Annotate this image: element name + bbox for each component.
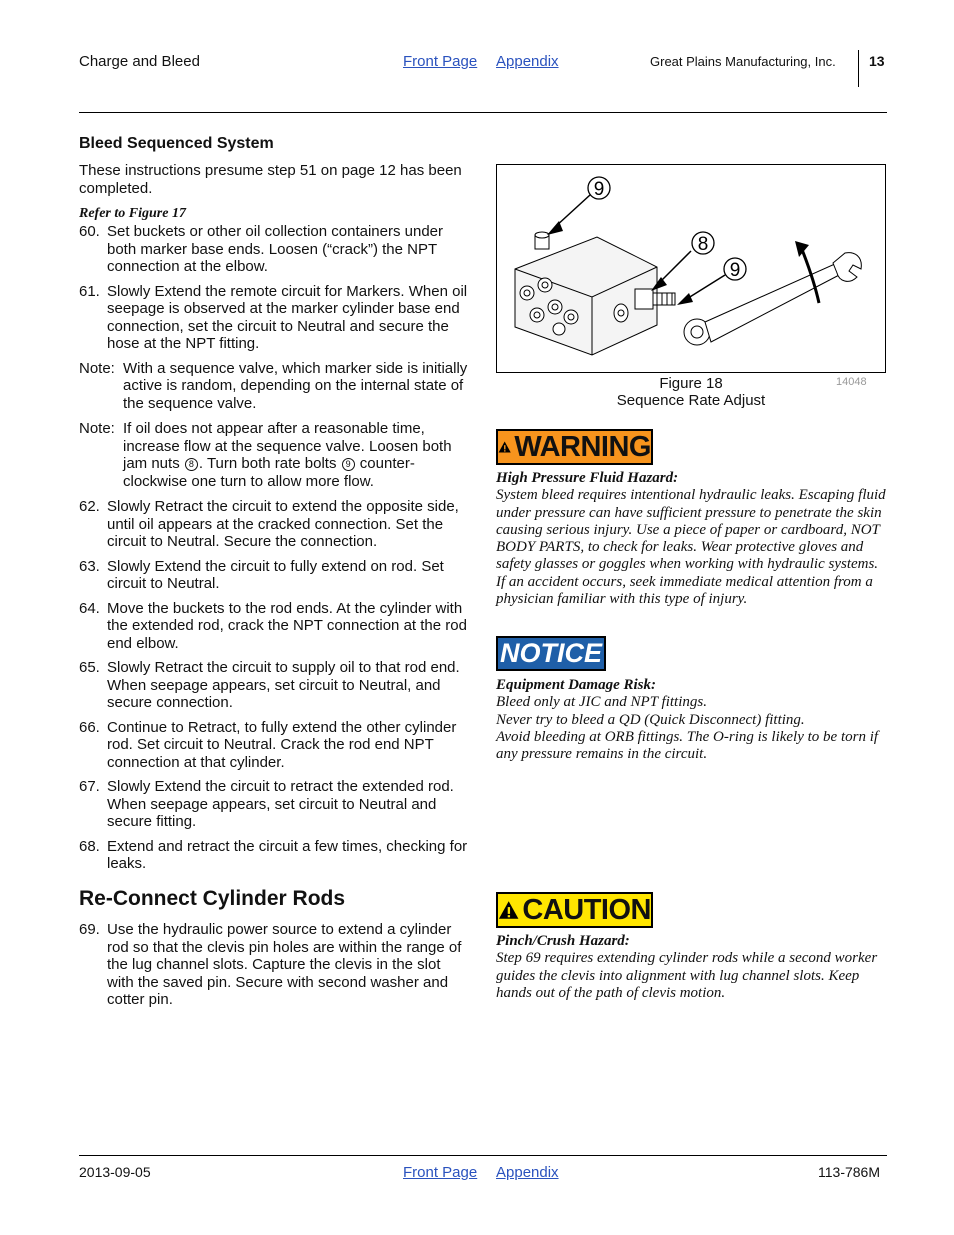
footer-date: 2013-09-05	[79, 1164, 151, 1180]
step-item: 67. Slowly Extend the circuit to retract the extended rod. When seepage appears, set circuit to Neutral and secure fitting.	[79, 778, 454, 830]
callout-ref-8: 8	[185, 458, 198, 471]
notice-line: Never try to bleed a QD (Quick Disconnect) fitting.	[496, 711, 805, 728]
warning-title: High Pressure Fluid Hazard:	[496, 470, 679, 486]
figure-frame	[496, 164, 886, 373]
header-front-page-link[interactable]: Front Page	[403, 53, 478, 70]
steps-list-a	[79, 223, 469, 880]
intro-text: These instructions presume step 51 on page 12 has been completed.	[79, 162, 462, 197]
notice-title: Equipment Damage Risk:	[496, 677, 657, 693]
callout-9-bottom: 9	[729, 260, 741, 281]
header-section-title: Charge and Bleed	[79, 53, 200, 70]
warning-body: System bleed requires intentional hydraulic leaks. Escaping fluid under pressure can have sufficient pressure to penetrate the skin causing serious injury. Use a piece of paper or cardboard, NOT BODY PARTS, to check for leaks. Wear protective gloves and safety glasses or goggles when working with hydraulic systems. If an accident occurs, seek immediate medical attention from a physician familiar with this type of injury.	[496, 487, 886, 608]
sequence-valve-illustration	[497, 165, 885, 372]
warning-message	[496, 470, 886, 608]
notice-line: Avoid bleeding at ORB fittings. The O-ring is likely to be torn if any pressure remains in the circuit.	[496, 728, 879, 763]
caution-triangle-icon	[498, 899, 519, 921]
step-item: 63. Slowly Extend the circuit to fully extend on rod. Set circuit to Neutral.	[79, 557, 444, 592]
callout-9-top: 9	[593, 179, 605, 200]
step-item: 65. Slowly Retract the circuit to supply oil to that rod end. When seepage appears, set circuit to Neutral, and secure connection.	[79, 659, 460, 711]
notice-message	[496, 677, 886, 763]
footer-appendix-link[interactable]: Appendix	[496, 1164, 559, 1181]
header-divider	[858, 50, 859, 87]
warning-triangle-icon	[498, 436, 511, 458]
notice-line: Bleed only at JIC and NPT fittings.	[496, 694, 707, 711]
footer-doc-number: 113-786M	[818, 1164, 881, 1180]
page-number: 13	[869, 53, 885, 69]
section-heading: Bleed Sequenced System	[79, 135, 274, 152]
note-increase-flow: Note: If oil does not appear after a reasonable time, increase flow at the sequence valve. Loosen both jam nuts 8 . Turn both rate bolts 9 counter-clockwise one turn to allow more flow.	[79, 420, 452, 490]
header-rule	[79, 112, 887, 113]
header-company: Great Plains Manufacturing, Inc.	[650, 54, 836, 69]
figure-reference: Refer to Figure 17	[79, 206, 186, 221]
caution-signal: CAUTION	[496, 892, 653, 928]
step-item: 61. Slowly Extend the remote circuit for Markers. When oil seepage is observed at the marker cylinder base end connection, set the circuit to Neutral and secure the hose at the NPT fitting.	[79, 282, 468, 352]
warning-signal: WARNING	[496, 429, 653, 465]
step-item: 68. Extend and retract the circuit a few times, checking for leaks.	[79, 837, 468, 872]
step-item: 60. Set buckets or other oil collection containers under both marker base ends. Loosen (“crack”) the NPT connection at the elbow.	[79, 223, 444, 275]
footer-front-page-link[interactable]: Front Page	[403, 1164, 478, 1181]
step-item: 69. Use the hydraulic power source to extend a cylinder rod so that the clevis pin holes are within the range of the lug channel slots. Capture the clevis in the slot with the saved pin. Secure with second washer and cotter pin.	[79, 921, 462, 1008]
caution-body: Step 69 requires extending cylinder rods while a second worker guides the clevis into alignment with lug channel slots. Keep hands out of the path of clevis motion.	[496, 950, 878, 1001]
notice-signal: NOTICE	[496, 636, 606, 671]
footer-rule	[79, 1155, 887, 1156]
figure-caption	[496, 375, 886, 409]
section-heading-reconnect: Re-Connect Cylinder Rods	[79, 887, 346, 910]
step-item: 62. Slowly Retract the circuit to extend the opposite side, until oil appears at the cracked connection. Set the circuit to Neutral. Secure the connection.	[79, 498, 459, 550]
caution-message	[496, 933, 886, 1002]
note-sequence-valve: Note: With a sequence valve, which marker side is initially active is random, depending on the internal state of the sequence valve.	[79, 359, 468, 412]
figure-id: 14048	[836, 376, 867, 388]
step-item: 66. Continue to Retract, to fully extend the other cylinder rod. Set circuit to Neutral. Crack the rod end NPT connection at that cylinder.	[79, 718, 457, 771]
header-appendix-link[interactable]: Appendix	[496, 53, 559, 70]
caution-title: Pinch/Crush Hazard:	[496, 933, 630, 949]
figure-caption-number: Figure 18	[659, 375, 723, 392]
callout-8: 8	[697, 234, 709, 255]
callout-ref-9: 9	[342, 458, 355, 471]
figure-caption-title: Sequence Rate Adjust	[616, 392, 766, 409]
steps-list-b	[79, 921, 469, 1016]
step-item: 64. Move the buckets to the rod ends. At the cylinder with the extended rod, crack the NPT connection at the rod end elbow.	[79, 599, 467, 652]
